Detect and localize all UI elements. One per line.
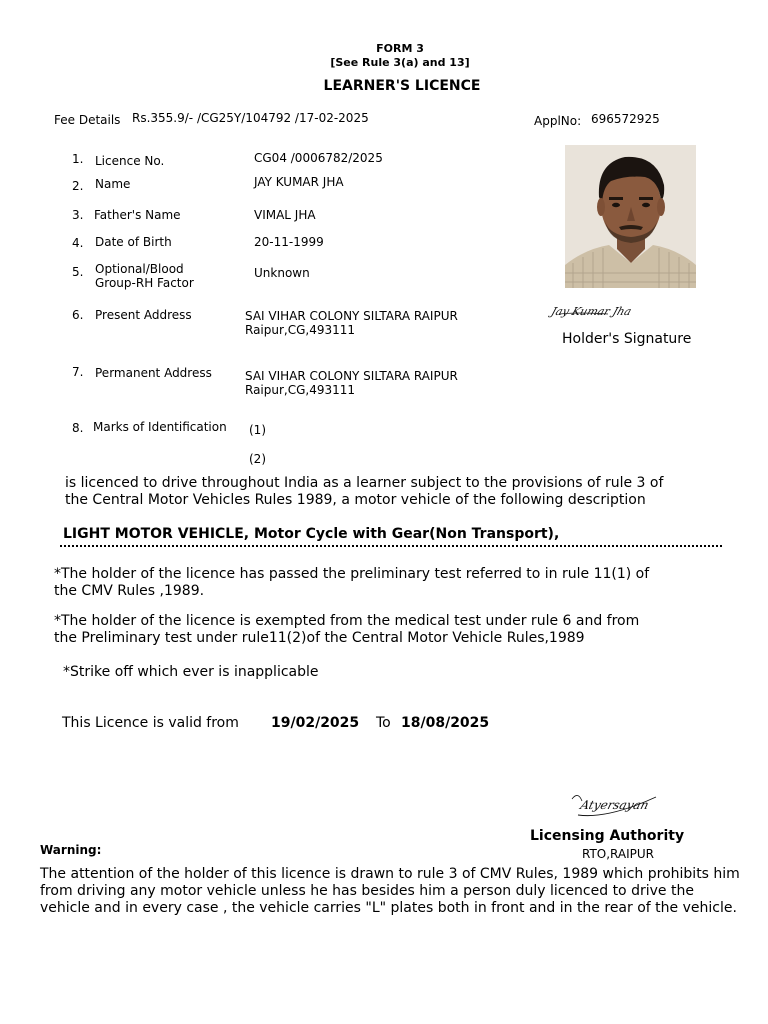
field-number: 7. (72, 365, 84, 379)
medical-exemption-note-line2: the Preliminary test under rule11(2)of the Central Motor Vehicle Rules,1989 (54, 630, 585, 646)
fee-details-label: Fee Details (54, 113, 121, 127)
date-of-birth-value: 20-11-1999 (254, 235, 324, 249)
permanent-address-line1: SAI VIHAR COLONY SILTARA RAIPUR (245, 369, 458, 383)
blood-group-label-line2: Group-RH Factor (95, 276, 194, 290)
present-address-label: Present Address (95, 308, 192, 322)
name-label: Name (95, 177, 131, 191)
blood-group-value: Unknown (254, 266, 310, 280)
dotted-divider (60, 545, 722, 547)
strike-off-note: *Strike off which ever is inapplicable (63, 664, 319, 680)
fathers-name-label: Father's Name (94, 208, 181, 222)
form-number: FORM 3 (376, 42, 424, 55)
validity-prefix: This Licence is valid from (62, 715, 239, 731)
field-number: 8. (72, 421, 84, 435)
holder-photo (565, 145, 696, 288)
permanent-address-label: Permanent Address (95, 366, 212, 380)
holder-signature-caption: Holder's Signature (562, 331, 692, 347)
application-number-value: 696572925 (591, 112, 660, 126)
permanent-address-line2: Raipur,CG,493111 (245, 383, 356, 397)
blood-group-label-line1: Optional/Blood (95, 262, 184, 276)
present-address-line1: SAI VIHAR COLONY SILTARA RAIPUR (245, 309, 458, 323)
licence-statement-line1: is licenced to drive throughout India as a learner subject to the provisions of rule 3 of (65, 475, 664, 491)
field-number: 6. (72, 308, 84, 322)
fee-details-value: Rs.355.9/- /CG25Y/104792 /17-02-2025 (132, 111, 369, 125)
document-title: LEARNER'S LICENCE (323, 78, 481, 94)
warning-text: The attention of the holder of this licence is drawn to rule 3 of CMV Rules, 1989 which prohibits him from driving any motor vehicle unless he has besides him a person duly licenced to drive the vehicle and in every case , the vehicle carries "L" plates both in front and in the rear of the vehicle. (40, 866, 740, 916)
valid-to-date: 18/08/2025 (401, 715, 490, 731)
field-number: 4. (72, 236, 84, 250)
valid-from-date: 19/02/2025 (271, 715, 360, 731)
svg-text:Jay Kumar Jha: Jay Kumar Jha (549, 305, 634, 318)
preliminary-test-note-line1: *The holder of the licence has passed the preliminary test referred to in rule 11(1) of (54, 566, 650, 582)
identification-mark-2: (2) (249, 452, 266, 466)
marks-of-identification-label: Marks of Identification (93, 420, 227, 434)
medical-exemption-note-line1: *The holder of the licence is exempted from the medical test under rule 6 and from (54, 613, 640, 629)
name-value: JAY KUMAR JHA (254, 175, 344, 189)
vehicle-class: LIGHT MOTOR VEHICLE, Motor Cycle with Gear(Non Transport), (63, 526, 560, 542)
licensing-authority-title: Licensing Authority (530, 828, 685, 844)
field-number: 2. (72, 179, 84, 193)
rto-office: RTO,RAIPUR (582, 847, 655, 861)
fathers-name-value: VIMAL JHA (254, 208, 316, 222)
holder-signature (548, 292, 728, 326)
licence-no-value: CG04 /0006782/2025 (254, 151, 383, 165)
rule-reference: [See Rule 3(a) and 13] (330, 56, 470, 69)
field-number: 3. (72, 208, 84, 222)
licence-statement-line2: the Central Motor Vehicles Rules 1989, a motor vehicle of the following description (65, 492, 646, 508)
preliminary-test-note-line2: the CMV Rules ,1989. (54, 583, 205, 599)
svg-text:Atyersayan: Atyersayan (578, 798, 651, 812)
application-number-label: ApplNo: (534, 114, 582, 128)
authority-signature (568, 785, 668, 825)
present-address-line2: Raipur,CG,493111 (245, 323, 356, 337)
identification-mark-1: (1) (249, 423, 266, 437)
field-number: 5. (72, 265, 84, 279)
field-number: 1. (72, 152, 84, 166)
warning-label: Warning: (40, 843, 102, 857)
licence-no-label: Licence No. (95, 154, 165, 168)
validity-to-label: To (376, 715, 391, 731)
date-of-birth-label: Date of Birth (95, 235, 172, 249)
